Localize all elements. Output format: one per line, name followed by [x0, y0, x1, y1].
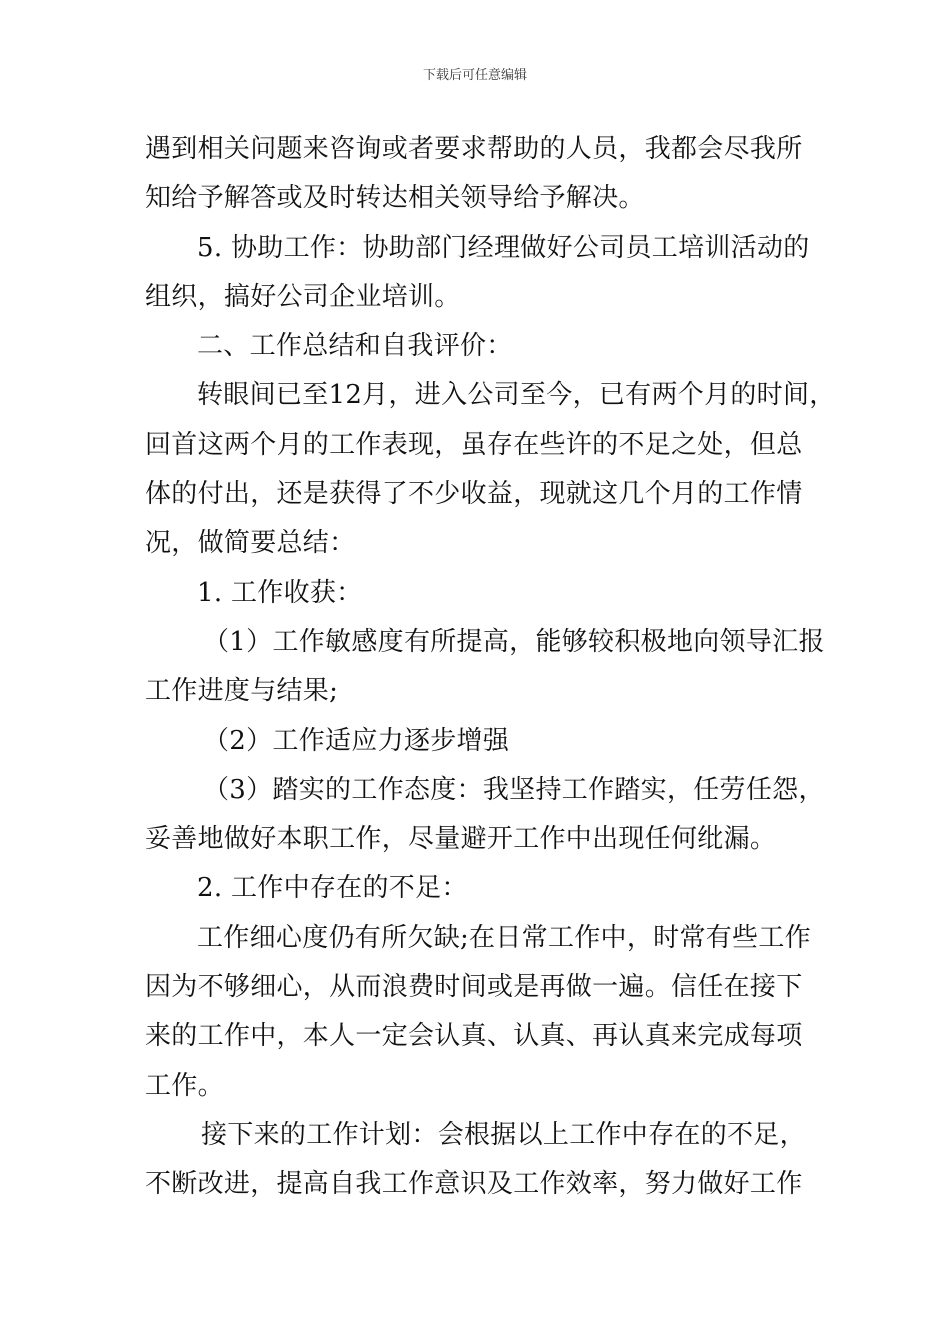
body-line: 5. 协助工作：协助部门经理做好公司员工培训活动的	[197, 232, 810, 263]
body-line: 接下来的工作计划：会根据以上工作中存在的不足，	[201, 1119, 806, 1150]
subsection-heading: 1. 工作收获：	[197, 577, 363, 608]
body-line: 组织，搞好公司企业培训。	[145, 281, 461, 312]
list-item: （3）踏实的工作态度：我坚持工作踏实，任劳任怨，	[203, 774, 825, 805]
body-line: 工作细心度仍有所欠缺;在日常工作中，时常有些工作	[197, 922, 811, 953]
body-line: 转眼间已至12月，进入公司至今，已有两个月的时间，	[197, 380, 836, 411]
body-line: 工作。	[145, 1070, 224, 1101]
body-line: 体的付出，还是获得了不少收益，现就这几个月的工作情	[145, 479, 803, 510]
section-heading: 二、工作总结和自我评价：	[197, 331, 513, 362]
body-line: 妥善地做好本职工作，尽量避开工作中出现任何纰漏。	[145, 824, 777, 855]
body-line: 来的工作中，本人一定会认真、认真、再认真来完成每项	[145, 1021, 803, 1052]
body-line: 不断改进，提高自我工作意识及工作效率，努力做好工作	[145, 1169, 803, 1200]
body-line: 因为不够细心，从而浪费时间或是再做一遍。信任在接下	[145, 972, 803, 1003]
subsection-heading: 2. 工作中存在的不足：	[197, 873, 468, 904]
body-line: 况，做简要总结：	[145, 528, 356, 559]
body-line: 遇到相关问题来咨询或者要求帮助的人员，我都会尽我所	[145, 134, 803, 164]
body-line: 工作进度与结果;	[145, 676, 339, 707]
page-header: 下载后可任意编辑	[422, 68, 527, 83]
document-body	[145, 125, 836, 1210]
list-item: （1）工作敏感度有所提高，能够较积极地向领导汇报	[203, 626, 825, 657]
body-line: 回首这两个月的工作表现，虽存在些许的不足之处，但总	[145, 429, 803, 460]
body-line: 知给予解答或及时转达相关领导给予解决。	[145, 183, 645, 214]
list-item: （2）工作适应力逐步增强	[203, 725, 510, 756]
